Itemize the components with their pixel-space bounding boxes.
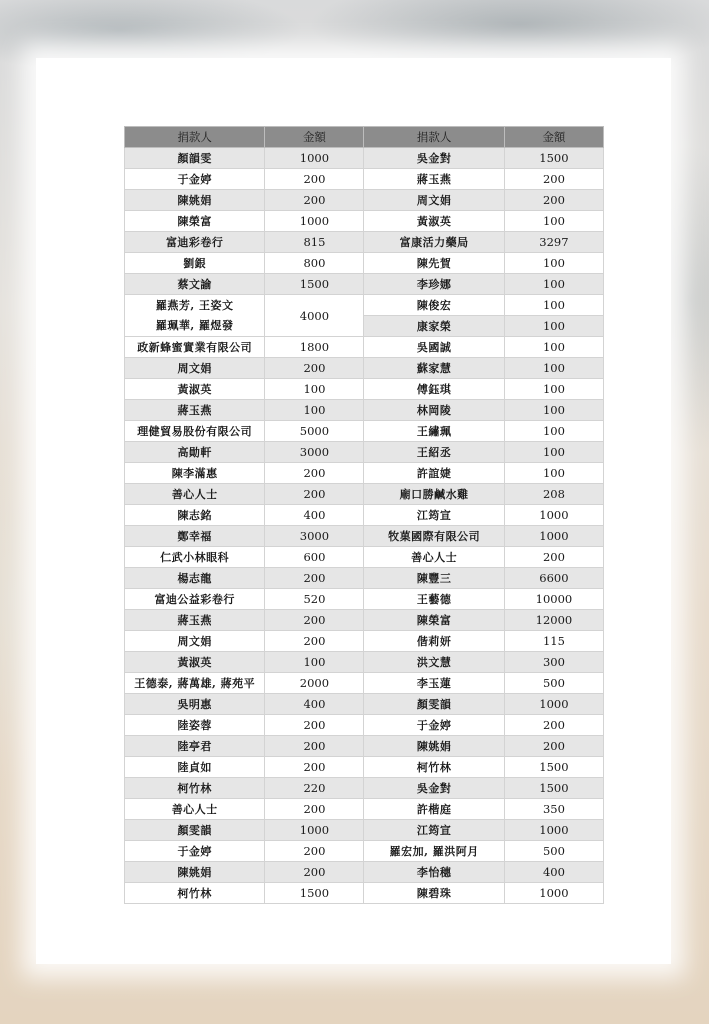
table-row (125, 673, 604, 694)
table-row (125, 820, 604, 841)
document-page (36, 58, 671, 964)
donor-right: 林岡陵 (364, 400, 504, 421)
amount-left: 200 (265, 463, 364, 484)
donor-right: 牧菓國際有限公司 (364, 526, 504, 547)
donor-right: 王藝德 (364, 589, 504, 610)
donor-left: 陳姚娟 (125, 862, 265, 883)
donor-right: 富康活力藥局 (364, 232, 504, 253)
amount-right: 300 (504, 652, 603, 673)
donor-left: 富迪彩卷行 (125, 232, 265, 253)
donor-right: 廟口勝鹹水雞 (364, 484, 504, 505)
amount-left: 220 (265, 778, 364, 799)
amount-right: 1000 (504, 694, 603, 715)
donor-left: 陳李滿惠 (125, 463, 265, 484)
amount-left: 1000 (265, 148, 364, 169)
amount-left: 520 (265, 589, 364, 610)
amount-left: 200 (265, 190, 364, 211)
donor-right: 傅鈺琪 (364, 379, 504, 400)
amount-left: 100 (265, 379, 364, 400)
amount-left: 200 (265, 169, 364, 190)
table-row (125, 631, 604, 652)
amount-left: 400 (265, 505, 364, 526)
amount-left: 200 (265, 610, 364, 631)
amount-right: 200 (504, 190, 603, 211)
donor-left: 蔣玉燕 (125, 400, 265, 421)
table-body (125, 148, 604, 904)
donor-left: 劉銀 (125, 253, 265, 274)
donor-right: 吳國誠 (364, 337, 504, 358)
amount-right: 100 (504, 379, 603, 400)
table-row (125, 799, 604, 820)
table-row (125, 736, 604, 757)
table-row (125, 694, 604, 715)
donor-left: 政新蜂蜜實業有限公司 (125, 337, 265, 358)
table-row (125, 232, 604, 253)
donor-right: 許楷庭 (364, 799, 504, 820)
amount-right: 200 (504, 715, 603, 736)
table-row (125, 421, 604, 442)
header-amount-left: 金額 (265, 127, 364, 148)
amount-left: 2000 (265, 673, 364, 694)
donor-right: 江筠宣 (364, 505, 504, 526)
donor-left: 顏雯韻 (125, 820, 265, 841)
donor-left: 周文娟 (125, 631, 265, 652)
donor-left: 陳榮富 (125, 211, 265, 232)
amount-left: 815 (265, 232, 364, 253)
table-row (125, 505, 604, 526)
donor-left: 陳志銘 (125, 505, 265, 526)
donor-right: 陳碧珠 (364, 883, 504, 904)
header-donor-right: 捐款人 (364, 127, 504, 148)
table-row (125, 169, 604, 190)
donor-left: 陳姚娟 (125, 190, 265, 211)
amount-left: 1500 (265, 883, 364, 904)
amount-right: 500 (504, 841, 603, 862)
amount-left: 1500 (265, 274, 364, 295)
donor-right: 洪文慧 (364, 652, 504, 673)
table-row (125, 379, 604, 400)
donor-right: 陳先賀 (364, 253, 504, 274)
table-row (125, 715, 604, 736)
donor-left: 富迪公益彩卷行 (125, 589, 265, 610)
donor-left: 善心人士 (125, 484, 265, 505)
table-row (125, 841, 604, 862)
amount-right: 1500 (504, 778, 603, 799)
amount-right: 100 (504, 211, 603, 232)
amount-right: 100 (504, 316, 603, 337)
donor-right: 善心人士 (364, 547, 504, 568)
amount-left: 1000 (265, 211, 364, 232)
merged-donor-line: 羅燕芳, 王姿文 (155, 298, 234, 312)
donor-right: 陳姚娟 (364, 736, 504, 757)
amount-left: 200 (265, 715, 364, 736)
amount-left: 200 (265, 358, 364, 379)
amount-right: 6600 (504, 568, 603, 589)
donor-left: 王德泰, 蔣萬雄, 蔣苑平 (125, 673, 265, 694)
amount-right: 350 (504, 799, 603, 820)
amount-left: 200 (265, 631, 364, 652)
donor-right: 吳金對 (364, 148, 504, 169)
amount-right: 100 (504, 421, 603, 442)
amount-left: 200 (265, 841, 364, 862)
amount-left: 800 (265, 253, 364, 274)
donor-right: 周文娟 (364, 190, 504, 211)
amount-right: 1500 (504, 148, 603, 169)
amount-right: 1500 (504, 757, 603, 778)
donor-right: 李玉蓮 (364, 673, 504, 694)
table-row (125, 358, 604, 379)
header-amount-right: 金額 (504, 127, 603, 148)
donor-right: 羅宏加, 羅洪阿月 (364, 841, 504, 862)
amount-right: 100 (504, 442, 603, 463)
donor-left: 蔡文諭 (125, 274, 265, 295)
table-row (125, 463, 604, 484)
merged-amount-cell: 4000 (265, 295, 364, 337)
donor-right: 許誼婕 (364, 463, 504, 484)
amount-right: 100 (504, 253, 603, 274)
donor-right: 王繡珮 (364, 421, 504, 442)
amount-right: 3297 (504, 232, 603, 253)
donor-left: 善心人士 (125, 799, 265, 820)
donor-right: 王紹丞 (364, 442, 504, 463)
amount-left: 400 (265, 694, 364, 715)
donor-right: 康家榮 (364, 316, 504, 337)
donor-right: 蘇家慧 (364, 358, 504, 379)
amount-right: 200 (504, 547, 603, 568)
table-row (125, 547, 604, 568)
donor-left: 陸姿蓉 (125, 715, 265, 736)
donor-right: 黃淑英 (364, 211, 504, 232)
table-row (125, 778, 604, 799)
donor-right: 顏雯韻 (364, 694, 504, 715)
donor-left: 黃淑英 (125, 652, 265, 673)
donor-left: 陸亭君 (125, 736, 265, 757)
table-header (125, 127, 604, 148)
donor-right: 李怡穗 (364, 862, 504, 883)
donor-left: 于金婷 (125, 169, 265, 190)
amount-left: 3000 (265, 442, 364, 463)
donor-right: 陳豐三 (364, 568, 504, 589)
table-row (125, 337, 604, 358)
amount-right: 100 (504, 358, 603, 379)
donor-left: 仁武小林眼科 (125, 547, 265, 568)
amount-left: 200 (265, 736, 364, 757)
donor-left: 蔣玉燕 (125, 610, 265, 631)
amount-left: 1800 (265, 337, 364, 358)
amount-left: 200 (265, 568, 364, 589)
amount-right: 500 (504, 673, 603, 694)
amount-right: 1000 (504, 505, 603, 526)
donor-left: 顏韻雯 (125, 148, 265, 169)
amount-left: 200 (265, 799, 364, 820)
donor-right: 江筠宣 (364, 820, 504, 841)
amount-right: 200 (504, 736, 603, 757)
table-row (125, 274, 604, 295)
donor-left: 周文娟 (125, 358, 265, 379)
table-row (125, 883, 604, 904)
donor-right: 偕莉妍 (364, 631, 504, 652)
donor-left: 鄭幸福 (125, 526, 265, 547)
donor-left: 黃淑英 (125, 379, 265, 400)
table-row (125, 211, 604, 232)
donor-left: 楊志龍 (125, 568, 265, 589)
donor-left: 吳明惠 (125, 694, 265, 715)
amount-left: 3000 (265, 526, 364, 547)
table-row (125, 862, 604, 883)
merged-donor-cell (125, 295, 265, 337)
amount-left: 200 (265, 757, 364, 778)
table-row (125, 253, 604, 274)
amount-right: 115 (504, 631, 603, 652)
amount-right: 100 (504, 295, 603, 316)
amount-left: 200 (265, 862, 364, 883)
donor-right: 于金婷 (364, 715, 504, 736)
table-row (125, 190, 604, 211)
amount-right: 12000 (504, 610, 603, 631)
amount-right: 208 (504, 484, 603, 505)
table-row (125, 400, 604, 421)
amount-left: 200 (265, 484, 364, 505)
table-row (125, 526, 604, 547)
table-row (125, 652, 604, 673)
donation-table (124, 126, 604, 904)
amount-right: 1000 (504, 820, 603, 841)
amount-right: 100 (504, 337, 603, 358)
header-row (125, 127, 604, 148)
donor-left: 陸貞如 (125, 757, 265, 778)
amount-left: 1000 (265, 820, 364, 841)
amount-right: 100 (504, 274, 603, 295)
header-donor-left: 捐款人 (125, 127, 265, 148)
donor-left: 理健貿易股份有限公司 (125, 421, 265, 442)
donor-left: 柯竹林 (125, 883, 265, 904)
donor-left: 于金婷 (125, 841, 265, 862)
table-row (125, 295, 604, 316)
table-row (125, 757, 604, 778)
amount-right: 10000 (504, 589, 603, 610)
donor-right: 蔣玉燕 (364, 169, 504, 190)
table-row (125, 484, 604, 505)
donor-right: 陳榮富 (364, 610, 504, 631)
amount-right: 1000 (504, 526, 603, 547)
table-row (125, 442, 604, 463)
amount-right: 1000 (504, 883, 603, 904)
table-row (125, 148, 604, 169)
amount-left: 100 (265, 400, 364, 421)
donor-right: 吳金對 (364, 778, 504, 799)
amount-right: 400 (504, 862, 603, 883)
donor-left: 高勛軒 (125, 442, 265, 463)
amount-right: 100 (504, 463, 603, 484)
merged-donor-line: 羅珮華, 羅煜發 (155, 318, 234, 332)
amount-left: 100 (265, 652, 364, 673)
table-row (125, 589, 604, 610)
table-row (125, 610, 604, 631)
donor-right: 柯竹林 (364, 757, 504, 778)
amount-right: 100 (504, 400, 603, 421)
table-row (125, 568, 604, 589)
amount-left: 5000 (265, 421, 364, 442)
donor-right: 李珍娜 (364, 274, 504, 295)
donor-left: 柯竹林 (125, 778, 265, 799)
amount-right: 200 (504, 169, 603, 190)
donor-right: 陳俊宏 (364, 295, 504, 316)
amount-left: 600 (265, 547, 364, 568)
